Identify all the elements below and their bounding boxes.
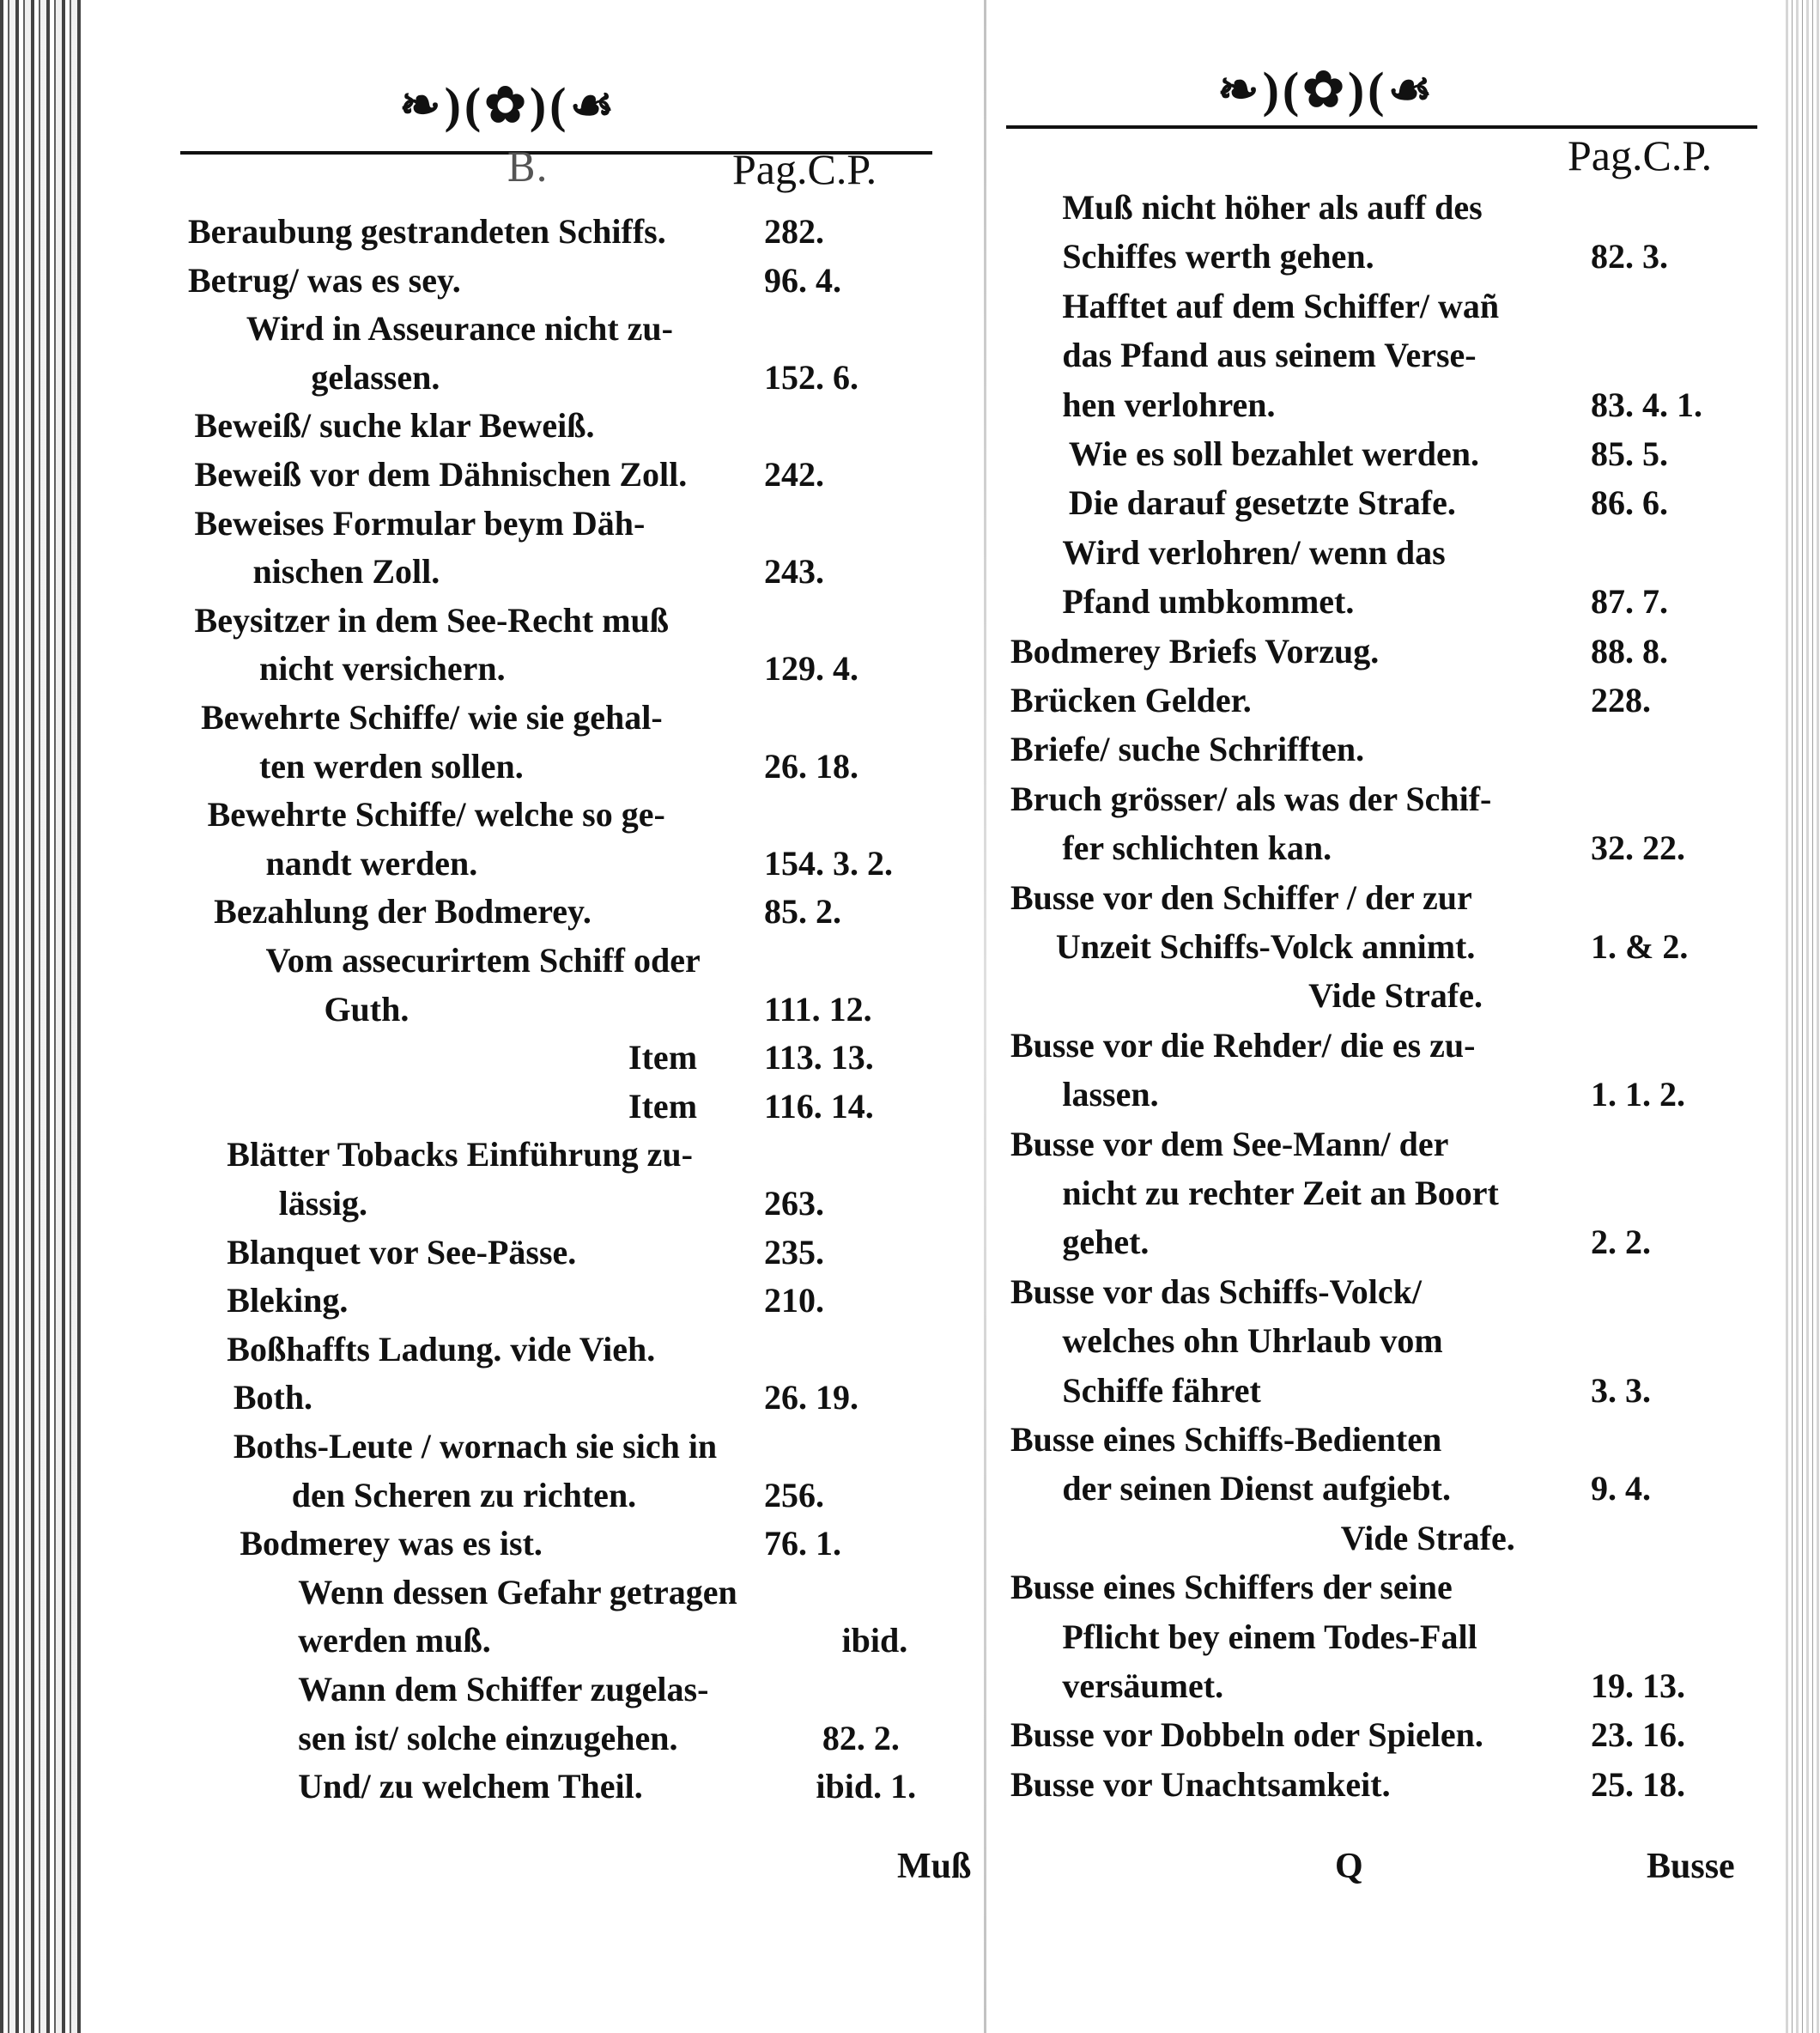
index-entry-text: gelassen. [311, 357, 440, 397]
index-entry-text: Busse vor dem See-Mann/ der [1010, 1124, 1449, 1163]
index-entry-page-ref: 111. 12. [764, 989, 872, 1029]
index-entry-text: Vide Strafe. [1308, 976, 1483, 1016]
index-entry-text: den Scheren zu richten. [291, 1475, 637, 1514]
index-entry-text: Busse eines Schiffs-Bedienten [1010, 1420, 1442, 1459]
index-entry-page-ref: 76. 1. [764, 1524, 841, 1563]
index-entry-page-ref: 85. 5. [1591, 434, 1668, 473]
index-entry-text: Busse vor die Rehder/ die es zu- [1010, 1025, 1476, 1065]
index-entry-page-ref: 86. 6. [1591, 483, 1668, 523]
index-entry-text: Hafftet auf dem Schiffer/ wañ [1062, 286, 1500, 325]
catchword-right: Busse [1647, 1847, 1735, 1886]
index-entry-text: Pfand umbkommet. [1062, 582, 1355, 622]
index-entry-text: Vide Strafe. [1340, 1518, 1515, 1557]
index-entry-text: Vom assecurirtem Schiff oder [265, 941, 701, 980]
index-entry-text: Die darauf gesetzte Strafe. [1068, 483, 1456, 523]
index-entry-text: Bodmerey was es ist. [240, 1524, 543, 1563]
index-entry-text: Beweiß vor dem Dähnischen Zoll. [194, 455, 688, 494]
index-entry-text: lässig. [278, 1184, 367, 1223]
index-entry-text: Beweiß/ suche klar Beweiß. [194, 406, 595, 446]
scan-binding-edge-left [0, 0, 82, 2033]
index-entry-text: Pflicht bey einem Todes-Fall [1062, 1617, 1477, 1656]
index-entry-text: Bleking. [227, 1281, 349, 1320]
index-entry-page-ref: 2. 2. [1591, 1223, 1651, 1262]
index-entry-text: Boßhaffts Ladung. vide Vieh. [227, 1329, 656, 1368]
index-entry-text: Brücken Gelder. [1010, 681, 1252, 719]
index-entry-text: Busse vor das Schiffs-Volck/ [1010, 1271, 1422, 1311]
index-entry-page-ref: 3. 3. [1591, 1370, 1651, 1410]
index-entry-text: Und/ zu welchem Theil. [298, 1767, 643, 1806]
index-entry-text: nicht versichern. [258, 649, 506, 689]
index-entry-text: Blanquet vor See-Pässe. [227, 1232, 577, 1271]
index-entry-text: fer schlichten kan. [1062, 828, 1332, 868]
index-entry-page-ref: 85. 2. [764, 892, 841, 932]
index-entry-page-ref: 116. 14. [764, 1086, 874, 1126]
index-entry-page-ref: 83. 4. 1. [1591, 385, 1702, 424]
index-entry-page-ref: 235. [764, 1232, 824, 1271]
index-entry-page-ref: 25. 18. [1591, 1764, 1685, 1804]
index-entry-text: Beweises Formular beym Däh- [194, 503, 646, 543]
index-entry-text: Beysitzer in dem See-Recht muß [194, 600, 670, 640]
index-entry-page-ref: 26. 19. [764, 1378, 858, 1417]
index-entry-text: hen verlohren. [1062, 385, 1276, 424]
page-signature: Q [1335, 1847, 1363, 1886]
index-entry-page-ref: 243. [764, 552, 824, 592]
column-header-right: Pag.C.P. [1568, 131, 1713, 179]
header-ornament-left: ❧)(✿)(☙ [399, 77, 618, 133]
index-entry-page-ref: 82. 3. [1591, 237, 1668, 276]
index-entry-text: Guth. [324, 989, 410, 1029]
index-entry-page-ref: 23. 16. [1591, 1715, 1685, 1755]
index-entry-page-ref: 152. 6. [764, 357, 858, 397]
index-entry-text: nandt werden. [265, 843, 478, 883]
index-entry-page-ref: 19. 13. [1591, 1666, 1685, 1705]
index-entry-text: Unzeit Schiffs-Volck annimt. [1055, 927, 1476, 966]
index-entry-page-ref: 87. 7. [1591, 582, 1668, 622]
index-entry-text: sen ist/ solche einzugehen. [298, 1718, 678, 1757]
index-entry-text: Item [628, 1038, 698, 1077]
index-entry-text: Wenn dessen Gefahr getragen [298, 1572, 737, 1611]
index-entry-page-ref: 32. 22. [1591, 828, 1685, 868]
index-entry-text: Bewehrte Schiffe/ welche so ge- [207, 795, 665, 834]
index-entry-text: Bewehrte Schiffe/ wie sie gehal- [201, 698, 663, 737]
section-letter: B. [507, 144, 549, 191]
index-entry-text: Wird in Asseurance nicht zu- [246, 309, 673, 349]
index-entry-page-ref: 113. 13. [764, 1038, 874, 1077]
index-entry-text: ten werden sollen. [258, 746, 524, 786]
index-entry-page-ref: 96. 4. [764, 260, 841, 300]
index-entry-text: Both. [233, 1378, 313, 1417]
index-entry-text: lassen. [1062, 1075, 1159, 1114]
index-entry-text: werden muß. [298, 1621, 491, 1660]
index-entry-text: Bruch grösser/ als was der Schif- [1010, 779, 1492, 818]
index-entry-text: Boths-Leute / wornach sie sich in [233, 1427, 718, 1466]
column-header-left: Pag.C.P. [732, 145, 877, 193]
index-entry-text: Busse eines Schiffers der seine [1010, 1568, 1453, 1607]
index-entry-page-ref: 129. 4. [764, 649, 858, 689]
index-entry-page-ref: 210. [764, 1281, 824, 1320]
index-entry-page-ref: 1. & 2. [1591, 927, 1689, 966]
index-entry-text: welches ohn Uhrlaub vom [1062, 1321, 1443, 1361]
index-entry-page-ref: 82. 2. [822, 1718, 900, 1757]
index-entry-text: Busse vor Unachtsamkeit. [1010, 1764, 1391, 1804]
index-entry-text: der seinen Dienst aufgiebt. [1062, 1469, 1451, 1508]
index-entry-text: Wann dem Schiffer zugelas- [298, 1670, 709, 1708]
index-entry-text: nischen Zoll. [252, 552, 440, 592]
index-entry-text: Bodmerey Briefs Vorzug. [1010, 631, 1380, 671]
index-entry-page-ref: 88. 8. [1591, 631, 1668, 671]
index-entry-page-ref: 1. 1. 2. [1591, 1075, 1685, 1114]
index-entry-text: gehet. [1062, 1223, 1150, 1262]
index-entry-page-ref: 9. 4. [1591, 1469, 1651, 1508]
index-entry-page-ref: ibid. [841, 1621, 908, 1660]
index-entry-text: Schiffe fähret [1062, 1370, 1261, 1410]
index-entry-text: Busse vor Dobbeln oder Spielen. [1010, 1715, 1483, 1755]
catchword-left: Muß [897, 1847, 972, 1886]
index-entry-page-ref: 256. [764, 1475, 824, 1514]
index-entry-text: das Pfand aus seinem Verse- [1062, 336, 1477, 375]
index-entry-page-ref: 154. 3. 2. [764, 843, 893, 883]
index-entry-text: versäumet. [1062, 1666, 1224, 1705]
index-entry-text: Schiffes werth gehen. [1062, 237, 1374, 276]
index-entry-text: Busse vor den Schiffer / der zur [1010, 877, 1472, 917]
page-gutter [984, 0, 986, 2033]
index-entry-text: Item [628, 1086, 698, 1126]
index-entry-text: Muß nicht höher als auff des [1062, 188, 1483, 227]
index-entry-text: Wird verlohren/ wenn das [1062, 532, 1446, 572]
index-entry-text: Betrug/ was es sey. [188, 260, 461, 300]
header-ornament-right: ❧)(✿)(☙ [1217, 62, 1436, 118]
index-entry-page-ref: 26. 18. [764, 746, 858, 786]
index-entry-text: Blätter Tobacks Einführung zu- [227, 1135, 693, 1174]
index-entry-text: Wie es soll bezahlet werden. [1068, 434, 1479, 473]
index-entry-page-ref: 282. [764, 212, 824, 251]
index-entry-text: Beraubung gestrandeten Schiffs. [188, 212, 666, 251]
index-entry-text: Bezahlung der Bodmerey. [214, 892, 592, 932]
index-entry-page-ref: 242. [764, 455, 824, 494]
index-entry-page-ref: 263. [764, 1184, 824, 1223]
index-entry-text: Briefe/ suche Schrifften. [1010, 730, 1365, 769]
index-entry-page-ref: ibid. 1. [816, 1767, 917, 1806]
index-entry-text: nicht zu rechter Zeit an Boort [1062, 1174, 1499, 1212]
header-rule-right [1006, 125, 1757, 129]
scan-edge-right [1786, 0, 1820, 2033]
index-entry-page-ref: 228. [1591, 681, 1651, 719]
